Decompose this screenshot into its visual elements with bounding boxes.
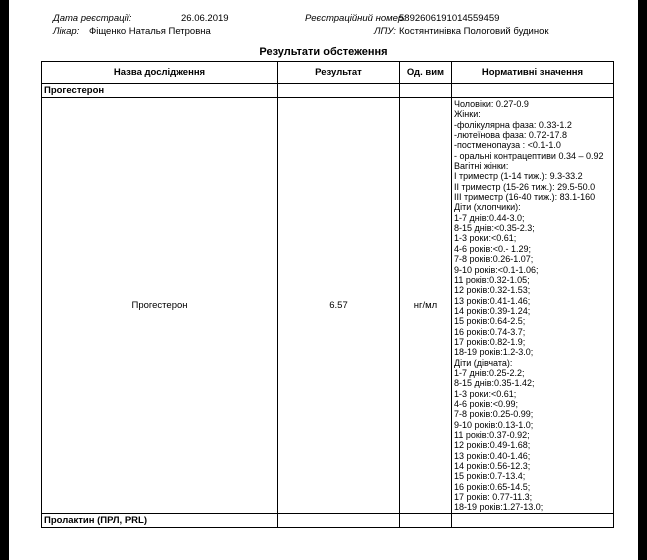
reference-value-line: 14 років:0.56-12.3; (454, 461, 531, 472)
reference-value-line: 18-19 років:1.2-3.0; (454, 347, 534, 358)
reference-value-line: -лютеїнова фаза: 0.72-17.8 (454, 130, 567, 141)
lpu-label: ЛПУ: (374, 26, 396, 37)
result-cell: 6.57 (278, 98, 400, 514)
reference-value-line: 1-3 роки:<0.61; (454, 233, 517, 244)
page-title: Результати обстеження (259, 46, 388, 58)
unit-cell: нг/мл (400, 98, 452, 514)
reference-value-line: -постменопауза : <0.1-1.0 (454, 140, 561, 151)
report-page (9, 0, 638, 560)
reference-value-line: 13 років:0.40-1.46; (454, 450, 531, 461)
reference-value-line: - оральні контрацептиви 0.34 – 0.92 (454, 150, 604, 161)
reference-value-line: Вагітні жінки: (454, 161, 509, 172)
reference-value-line: Діти (хлопчики): (454, 202, 521, 213)
column-header-test-name: Назва дослідження (42, 62, 278, 84)
reference-value-line: 16 років:0.74-3.7; (454, 326, 526, 337)
reference-value-line: 17 років:0.82-1.9; (454, 336, 526, 347)
reference-value-line: Жінки: (454, 109, 481, 120)
registration-number-label: Реєстраційний номер: (305, 13, 406, 24)
reference-value-line: 16 років:0.65-14.5; (454, 481, 531, 492)
reference-value-line: Чоловіки: 0.27-0.9 (454, 99, 529, 109)
reference-value-line: 14 років:0.39-1.24; (454, 305, 531, 316)
section-title: Прогестерон (42, 84, 278, 98)
reference-value-line: 17 років: 0.77-11.3; (454, 492, 533, 503)
test-name-cell: Прогестерон (42, 98, 278, 514)
lpu-value: Костянтинівка Пологовий будинок (399, 26, 549, 37)
reference-value-line: 12 років:0.32-1.53; (454, 285, 531, 296)
reference-value-line: 7-8 років:0.26-1.07; (454, 254, 534, 265)
reference-value-line: 1-7 днів:0.25-2.2; (454, 367, 525, 378)
registration-date-label: Дата реєстрації: (53, 13, 132, 24)
registration-date-value: 26.06.2019 (181, 13, 229, 24)
reference-value-line: II триместр (15-26 тиж.): 29.5-50.0 (454, 181, 596, 192)
reference-value-line: 1-7 днів:0.44-3.0; (454, 212, 525, 223)
reference-value-line: 4-6 років:<0.99; (454, 398, 519, 409)
doctor-label: Лікар: (53, 26, 80, 37)
reference-value-line: I триместр (1-14 тиж.): 9.3-33.2 (454, 171, 583, 182)
registration-number-value: 5892606191014559459 (399, 13, 500, 24)
reference-value-line: 18-19 років:1.27-13.0; (454, 502, 544, 513)
doctor-value: Фіщенко Наталья Петровна (89, 26, 211, 37)
section-row-prolactin (42, 513, 614, 527)
reference-value-line: 15 років:0.7-13.4; (454, 471, 526, 482)
reference-value-line: 12 років:0.49-1.68; (454, 440, 531, 451)
reference-value-line: 8-15 днів:<0.35-2.3; (454, 223, 535, 234)
reference-value-line: 9-10 років:<0.1-1.06; (454, 264, 539, 275)
table-header-row (42, 62, 614, 84)
reference-value-line: Діти (дівчата): (454, 357, 513, 368)
reference-value-line: 11 років:0.32-1.05; (454, 274, 530, 285)
reference-value-line: 9-10 років:0.13-1.0; (454, 419, 534, 430)
column-header-result: Результат (278, 62, 400, 84)
column-header-unit: Од. вим (400, 62, 452, 84)
reference-value-line: 15 років:0.64-2.5; (454, 316, 526, 327)
reference-value-line: 7-8 років:0.25-0.99; (454, 409, 534, 420)
reference-value-line: 4-6 років:<0.- 1.29; (454, 243, 532, 254)
reference-value-line: 8-15 днів:0.35-1.42; (454, 378, 535, 389)
reference-values-cell (452, 98, 614, 514)
column-header-reference-values: Нормативні значення (452, 62, 614, 84)
reference-value-line: -фолікулярна фаза: 0.33-1.2 (454, 119, 572, 130)
reference-value-line: 1-3 роки:<0.61; (454, 388, 517, 399)
results-table (41, 61, 614, 528)
reference-value-line: 11 років:0.37-0.92; (454, 430, 530, 440)
reference-value-line: 13 років:0.41-1.46; (454, 295, 531, 306)
reference-value-line: III триместр (16-40 тиж.): 83.1-160 (454, 192, 596, 203)
section-row-progesterone (42, 84, 614, 98)
section-title: Пролактин (ПРЛ, PRL) (42, 513, 278, 527)
reference-values-list (454, 99, 612, 513)
table-row (42, 98, 614, 514)
